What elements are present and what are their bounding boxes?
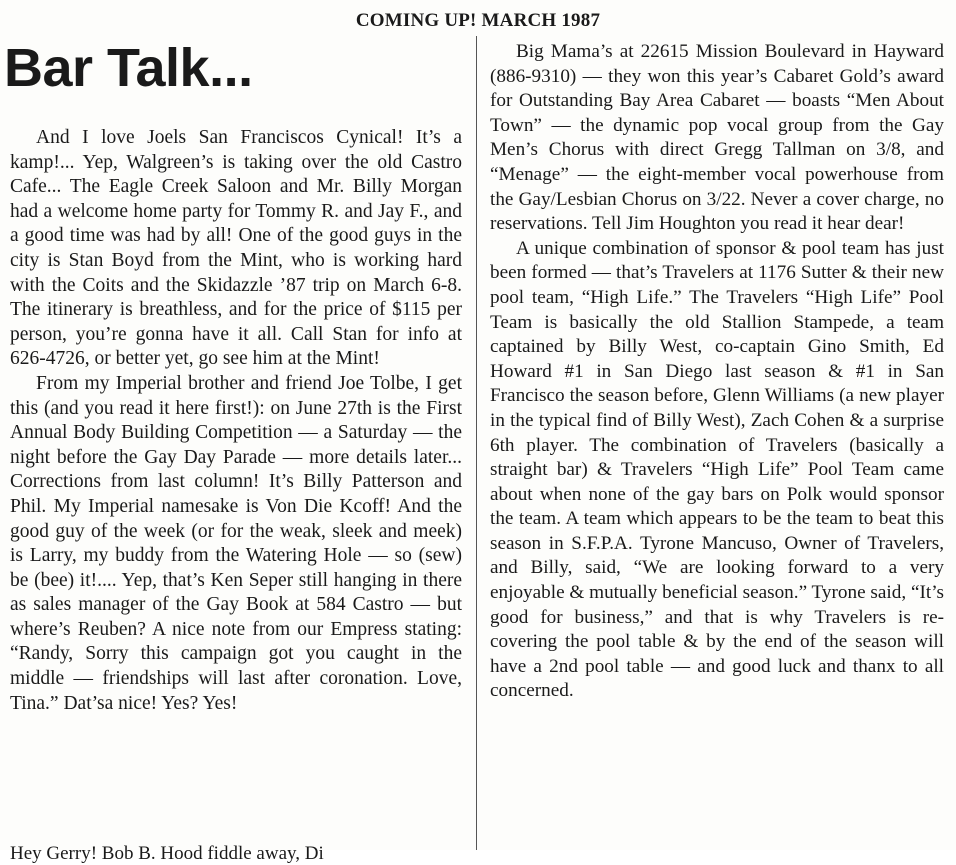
paragraph: And I love Joels San Franciscos Cynical! It’s a kamp!... Yep, Walgreen’s is taking over the old Castro Cafe... The Eagle Creek Saloon and Mr. Billy Morgan had a welcome home party for Tommy R. and Jay F., and a good time was had by all! One of the good guys in the city is Stan Boyd from the Mint, who is working hard with the Coits and the Skidazzle ’87 trip on March 6-8. The itinerary is breathless, and for the price of $115 per person, you’re gonna have it all. Call Stan for info at 626-4726, or better yet, go see him at the Mint!	[10, 127, 462, 370]
article-headline: Bar Talk...	[4, 38, 253, 98]
left-column-body	[10, 126, 462, 716]
cutoff-line: Hey Gerry! Bob B. Hood fiddle away, Di	[10, 843, 324, 864]
right-column-body	[490, 40, 944, 704]
paragraph: Big Mama’s at 22615 Mission Boulevard in Hayward (886-9310) — they won this year’s Cabaret Gold’s award for Outstanding Bay Area Cabaret — boasts “Men About Town” — the dynamic pop vocal group from the Gay Men’s Chorus with direct Gregg Tallman on 3/8, and “Menage” — the eight-member vocal powerhouse from the Gay/Lesbian Chorus on 3/22. Never a cover charge, no reservations. Tell Jim Houghton you read it hear dear!	[490, 41, 944, 235]
paragraph: A unique combination of sponsor & pool team has just been formed — that’s Travelers at 1176 Sutter & their new pool team, “High Life.” The Travelers “High Life” Pool Team is basically the old Stallion Stampede, a team captained by Billy West, co-captain Gino Smith, Ed Howard #1 in San Diego last season & #1 in San Francisco the season before, Glenn Williams (a new player in the typical find of Billy West), Zach Cohen & a surprise 6th player. The combination of Travelers (basically a straight bar) & Travelers “High Life” Pool Team came about when none of the gay bars on Polk would sponsor the team. A team which appears to be the team to beat this season in S.F.P.A. Tyrone Mancuso, Owner of Travelers, and Billy, said, “We are looking forward to a very enjoyable & mutually beneficial season.” Tyrone said, “It’s good for business,” and that is why Travelers is re-covering the pool table & by the end of the season will have a 2nd pool table — and good luck and thanx to all concerned.	[490, 237, 944, 702]
column-divider	[476, 36, 477, 850]
left-column	[4, 38, 462, 716]
right-column	[490, 40, 944, 704]
running-head: COMING UP! MARCH 1987	[355, 10, 601, 31]
paragraph: From my Imperial brother and friend Joe Tolbe, I get this (and you read it here first!): on June 27th is the First Annual Body Building Competition — a Saturday — the night before the Gay Day Parade — more details later... Corrections from last column! It’s Billy Patterson and Phil. My Imperial namesake is Von Die Kcoff! And the good guy of the week (or for the weak, sleek and meek) is Larry, my buddy from the Watering Hole — so (sew) be (bee) it!.... Yep, that’s Ken Seper still hanging in there as sales manager of the Gay Book at 584 Castro — but where’s Reuben? A nice note from our Empress stating: “Randy, Sorry this campaign got you caught in the middle — friendships will last after coronation. Love, Tina.” Dat’sa nice! Yes? Yes!	[10, 372, 462, 714]
